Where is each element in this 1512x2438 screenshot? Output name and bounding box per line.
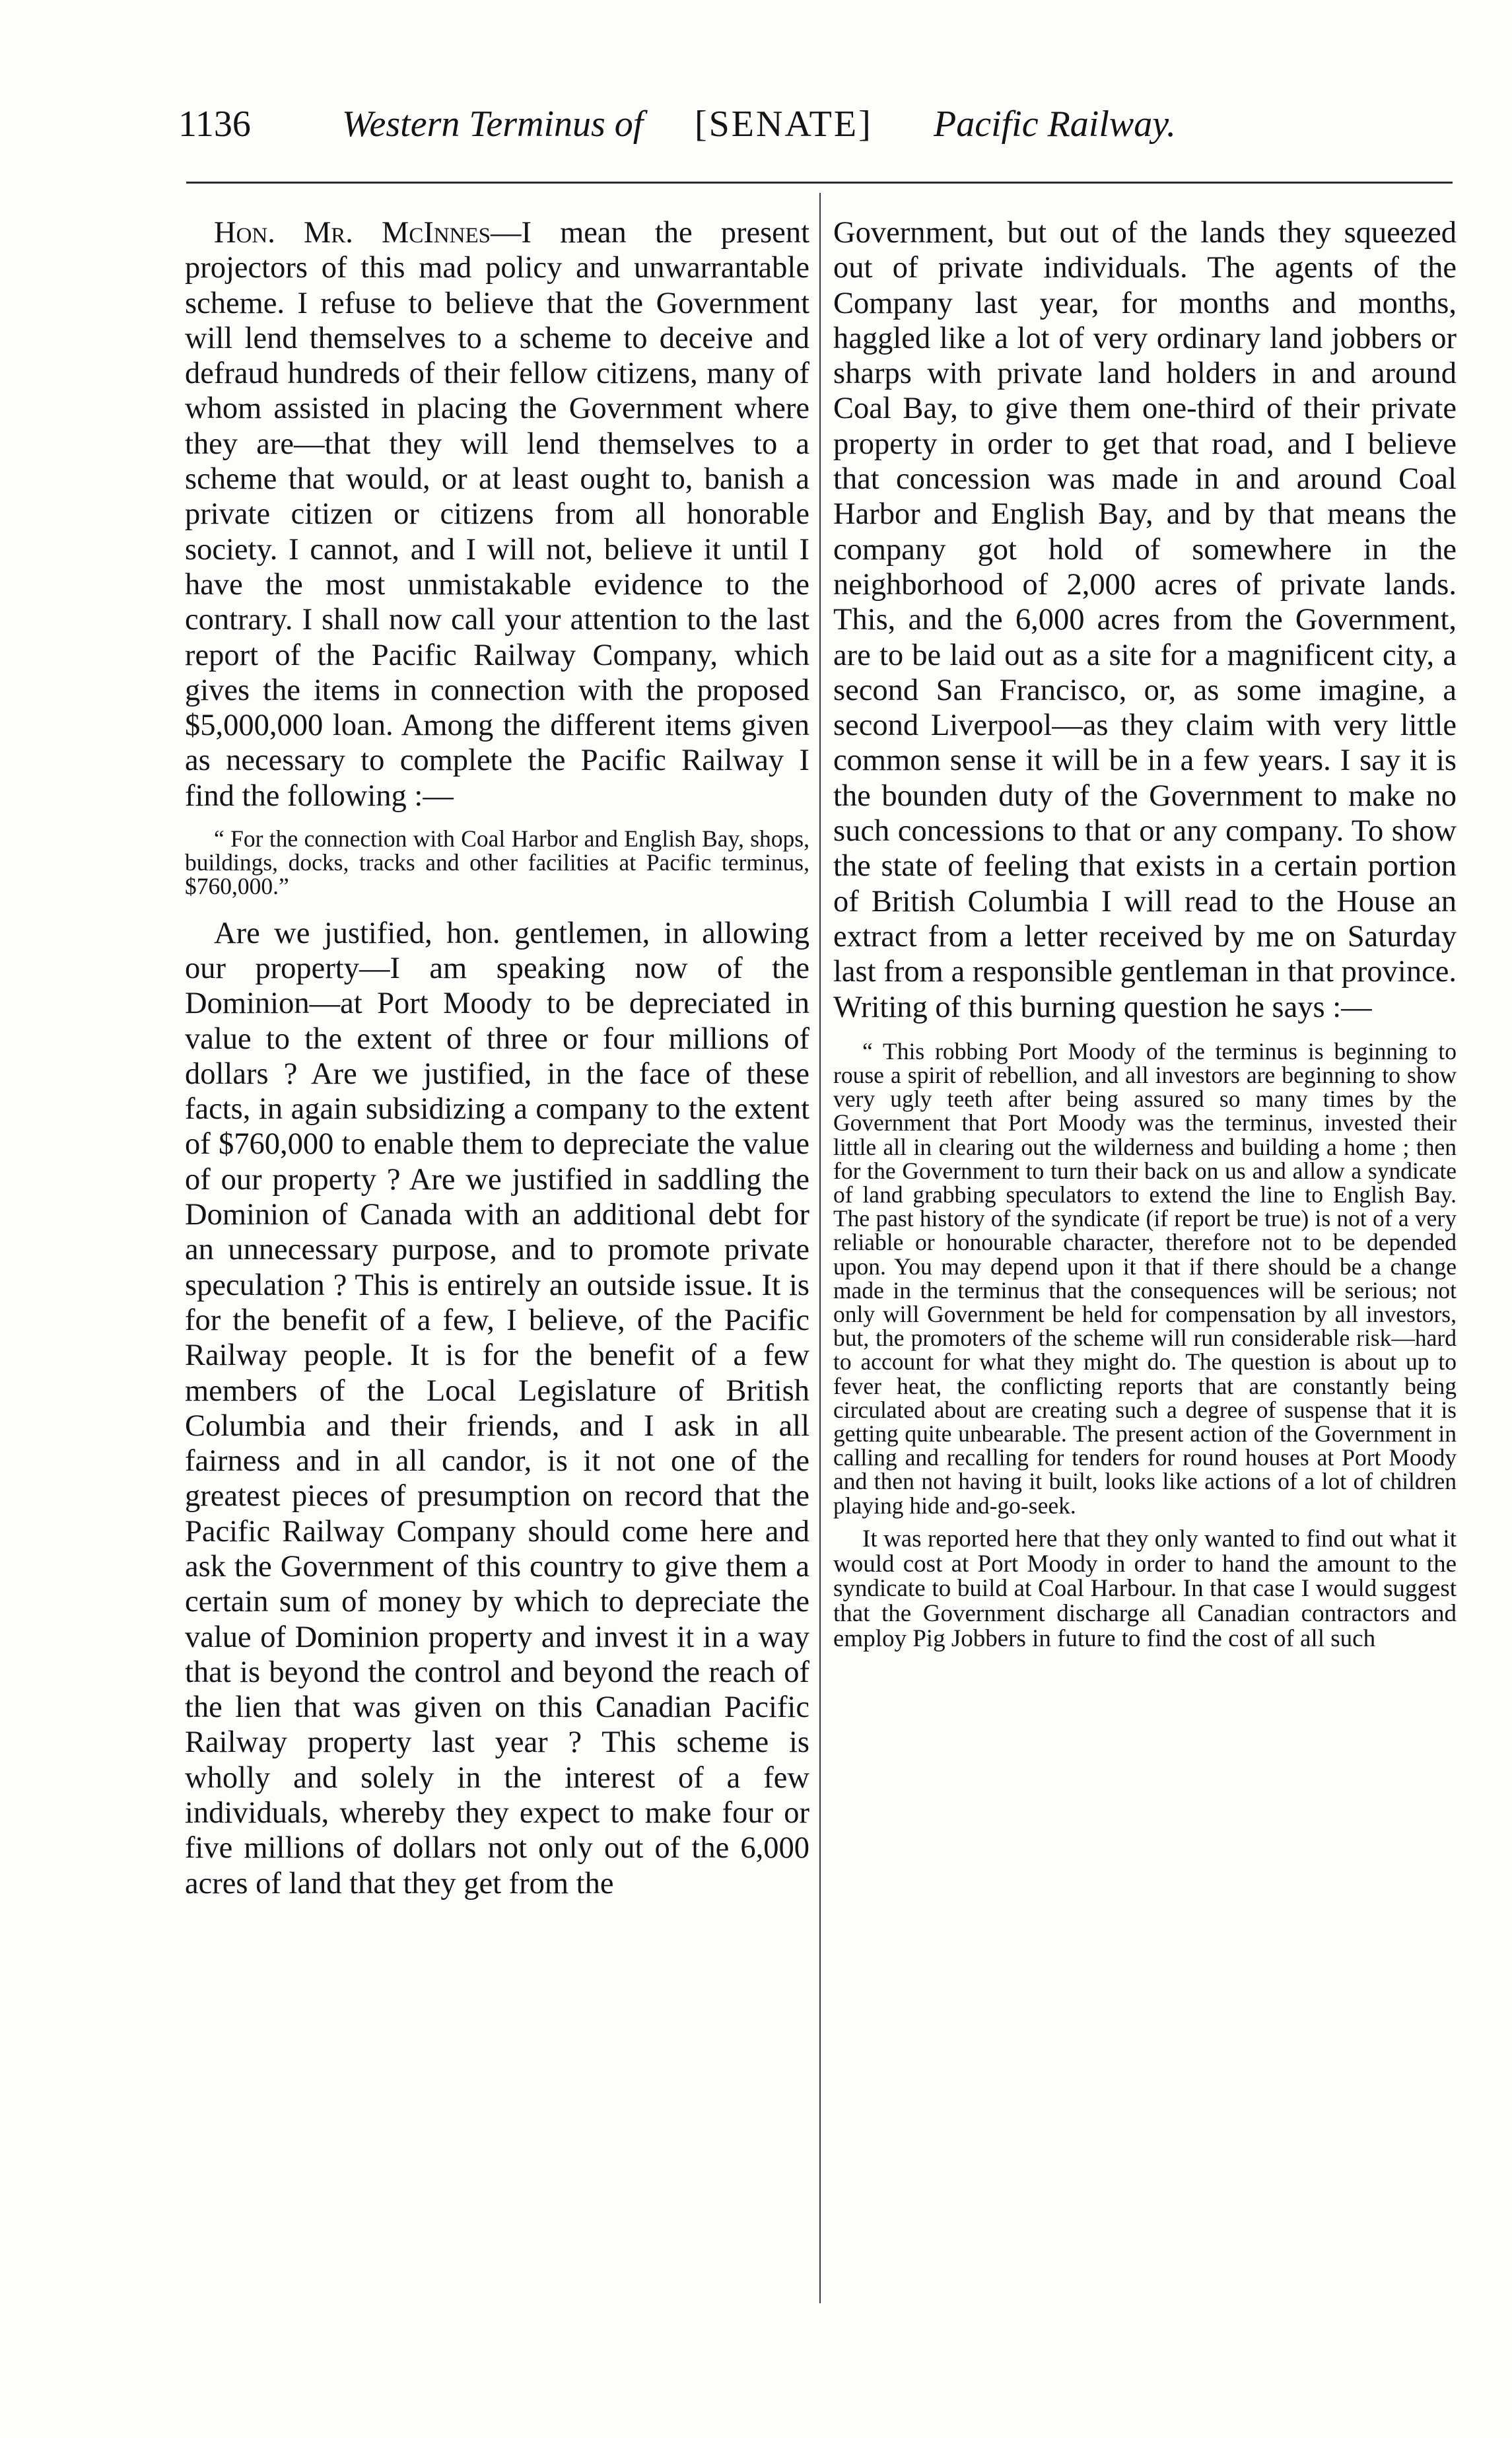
speaker-name: Hon. Mr. McInnes — [214, 216, 491, 250]
left-column — [185, 215, 809, 1901]
speech-paragraph — [185, 215, 809, 814]
quoted-report-item: “ For the connection with Coal Harbor and English Bay, shops, buildings, docks, tracks and other facilities at Pacific terminus, $760,000.” — [185, 825, 809, 900]
page-number: 1136 — [178, 104, 251, 145]
header-right-title: Pacific Railway. — [934, 104, 1177, 145]
header-rule — [186, 182, 1453, 184]
quoted-letter-continued: It was reported here that they only wanted to find out what it would cost at Port Moody in order to hand the amount to the syndicate to build at Coal Harbour. In that case I would suggest that the Government discharge all Canadian contractors and employ Pig Jobbers in future to find the cost of all such — [833, 1525, 1457, 1653]
header-chamber: [SENATE] — [695, 104, 873, 145]
column-divider — [819, 193, 821, 2303]
speech-paragraph: Government, but out of the lands they squeezed out of private individuals. The agents of the Company last year, for months and months, haggled like a lot of very ordinary land jobbers or sharps with private land holders in and around Coal Bay, to give them one-third of their private property in order to get that road, and I believe that concession was made in and around Coal Harbor and English Bay, and by that means the company got hold of somewhere in the neighborhood of 2,000 acres of private lands. This, and the 6,000 acres from the Government, are to be laid out as a site for a magnificent city, a second San Francisco, or, as some imagine, a second Liverpool—as they claim with very little common sense it will be in a few years. I say it is the bounden duty of the Government to make no such concessions to that or any company. To show the state of feeling that exists in a certain portion of British Columbia I will read to the House an extract from a letter received by me on Saturday last from a responsible gentleman in that province. Writing of this burning question he says :— — [833, 216, 1457, 1024]
running-header — [173, 98, 1309, 151]
speech-text: —I mean the present projectors of this mad policy and unwarrantable scheme. I refuse to believe that the Government will lend themselves to a scheme to deceive and defraud hundreds of their fellow citizens, many of whom assisted in placing the Government where they are—that they will lend themselves to a scheme that would, or at least ought to, banish a private citizen or citizens from all honorable society. I cannot, and I will not, believe it until I have the most unmistakable evidence to the contrary. I shall now call your attention to the last report of the Pacific Railway Company, which gives the items in connection with the proposed $5,000,000 loan. Among the different items given as necessary to complete the Pacific Railway I find the following :— — [185, 216, 809, 813]
header-left-title: Western Terminus of — [342, 104, 644, 145]
right-column — [833, 215, 1457, 1652]
speech-paragraph: Are we justified, hon. gentlemen, in allowing our property—I am speaking now of the Dominion—at Port Moody to be depreciated in value to the extent of three or four millions of dollars ? Are we justified, in the face of these facts, in again subsidizing a company to the extent of $760,000 to enable them to depreciate the value of our property ? Are we justified in saddling the Dominion of Canada with an additional debt for an unnecessary purpose, and to promote private speculation ? This is entirely an outside issue. It is for the benefit of a few, I believe, of the Pacific Railway people. It is for the benefit of a few members of the Local Legislature of British Columbia and their friends, and I ask in all fairness and in all candor, is it not one of the greatest pieces of presumption on record that the Pacific Railway Company should come here and ask the Government of this country to give them a certain sum of money by which to depreciate the value of Dominion property and invest it in a way that is beyond the control and beyond the reach of the lien that was given on this Canadian Pacific Railway property last year ? This scheme is wholly and solely in the interest of a few individuals, whereby they expect to make four or five millions of dollars not only out of the 6,000 acres of land that they get from the — [185, 916, 809, 1900]
quoted-letter: “ This robbing Port Moody of the terminus is beginning to rouse a spirit of rebellion, and all investors are beginning to show very ugly teeth after being assured so many times by the Government that Port Moody was the terminus, invested their little all in clearing out the wilderness and building a home ; then for the Government to turn their back on us and allow a syndicate of land grabbing speculators to extend the line to English Bay. The past history of the syndicate (if report be true) is not of a very reliable or honourable character, therefore not to be depended upon. You may depend upon it that if there should be a change made in the terminus that the consequences will be serious; not only will Government be held for compensation by all investors, but, the promoters of the scheme will run considerable risk—hard to account for what they might do. The question is about up to fever heat, the conflicting reports that are constantly being circulated about are creating such a degree of suspense that it is getting quite unbearable. The present action of the Government in calling and recalling for tenders for round houses at Port Moody and then not having it built, looks like actions of a lot of children playing hide and-go-seek. — [833, 1037, 1457, 1519]
